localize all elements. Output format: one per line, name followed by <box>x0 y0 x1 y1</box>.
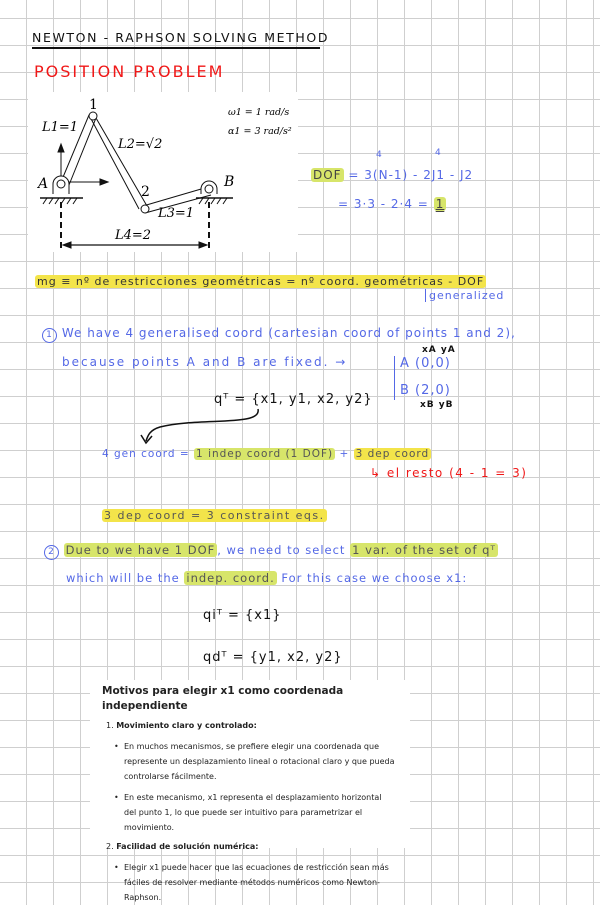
dof-label: DOF <box>313 168 342 182</box>
fixed-points-brace <box>394 356 395 400</box>
mg-definition: mg ≡ nº de restricciones geométricas = nº coord. geométricas - DOF <box>37 275 485 288</box>
step2-highlight-dof: Due to we have 1 DOF <box>65 543 216 557</box>
point-a-label: A <box>38 176 49 192</box>
item-title: Facilidad de solución numérica: <box>116 842 259 851</box>
dep-coord: 3 dep coord <box>355 448 430 460</box>
step2-text3: For this case we choose x1: <box>281 571 468 585</box>
step1-line1 <box>42 326 516 343</box>
info-item <box>106 839 410 854</box>
mg-note: generalized <box>425 289 504 302</box>
item-title: Movimiento claro y controlado: <box>116 721 257 730</box>
dep-constraint-equation: 3 dep coord = 3 constraint eqs. <box>104 509 325 522</box>
gen-coord-prefix: 4 gen coord = <box>102 448 190 460</box>
mechanism-diagram <box>28 92 298 252</box>
qi-vector: qiᵀ = {x1} <box>203 608 282 623</box>
dof-sup-j: 4 <box>435 148 442 158</box>
info-bullet: • Elegir x1 puede hacer que las ecuaciones de restricción sean más fáciles de resolver mediante métodos numéricos como Newton-Raphson. <box>124 860 396 905</box>
point-b-coords: B (2,0) <box>400 383 451 398</box>
item-number: 1. <box>106 721 114 730</box>
step2-line2 <box>66 571 467 585</box>
curved-arrow-icon <box>140 405 270 450</box>
dof-sup-n: 4 <box>376 150 383 160</box>
l4-label: L4=2 <box>115 228 152 243</box>
point-b-coord-labels: xB yB <box>420 400 454 410</box>
step1-number: 1 <box>42 328 57 343</box>
gen-coord-equation <box>102 448 431 460</box>
point-b-label: B <box>224 174 235 190</box>
step2-highlight-indep: indep. coord. <box>186 571 275 585</box>
plus-sign: + <box>339 448 350 460</box>
qd-vector: qdᵀ = {y1, x2, y2} <box>203 650 343 665</box>
l1-label: L1=1 <box>42 120 79 135</box>
step2-text1: , we need to select <box>217 543 346 557</box>
item-number: 2. <box>106 842 114 851</box>
info-bullet: • En muchos mecanismos, se prefiere elegir una coordenada que represente un desplazamiento lineal o rotacional claro y que pueda controlarse fácilmente. <box>124 739 396 784</box>
section-title: POSITION PROBLEM <box>34 62 225 81</box>
l3-label: L3=1 <box>158 206 195 221</box>
l2-label: L2=√2 <box>118 137 163 152</box>
omega-label: ω1 = 1 rad/s <box>228 107 290 118</box>
step1-text1: We have 4 generalised coord (cartesian coord of points 1 and 2), <box>61 326 516 340</box>
dof-result: 1 <box>435 197 445 211</box>
alpha-label: α1 = 3 rad/s² <box>228 126 292 137</box>
info-heading: Motivos para elegir x1 como coordenada independiente <box>102 685 344 712</box>
dof-result-line <box>338 197 446 211</box>
q-vector: qᵀ = {x1, y1, x2, y2} <box>214 392 373 407</box>
info-bullet: • En este mecanismo, x1 representa el desplazamiento horizontal del punto 1, lo que puede ser intuitivo para parametrizar el movimiento. <box>124 790 396 835</box>
step2-highlight-var: 1 var. of the set of qᵀ <box>352 543 496 557</box>
point-1-label: 1 <box>89 97 98 113</box>
info-box <box>90 680 410 902</box>
info-item <box>106 718 410 733</box>
resto-note: ↳ el resto (4 - 1 = 3) <box>370 466 528 480</box>
step2-text2: which will be the <box>66 571 180 585</box>
step1-line2: because points A and B are fixed. → <box>62 355 348 369</box>
point-a-coords: A (0,0) <box>400 356 451 371</box>
indep-coord: 1 indep coord (1 DOF) <box>196 448 334 460</box>
dof-equation <box>311 168 473 182</box>
step2-number: 2 <box>44 545 59 560</box>
dof-formula: = 3(N-1) - 2J1 - J2 <box>348 168 474 182</box>
step2-line1 <box>44 543 498 560</box>
point-2-label: 2 <box>141 184 150 200</box>
dof-calc: = 3·3 - 2·4 = <box>338 197 434 211</box>
page-title: NEWTON - RAPHSON SOLVING METHOD <box>32 30 320 49</box>
point-a-coord-labels: xA yA <box>422 345 456 355</box>
